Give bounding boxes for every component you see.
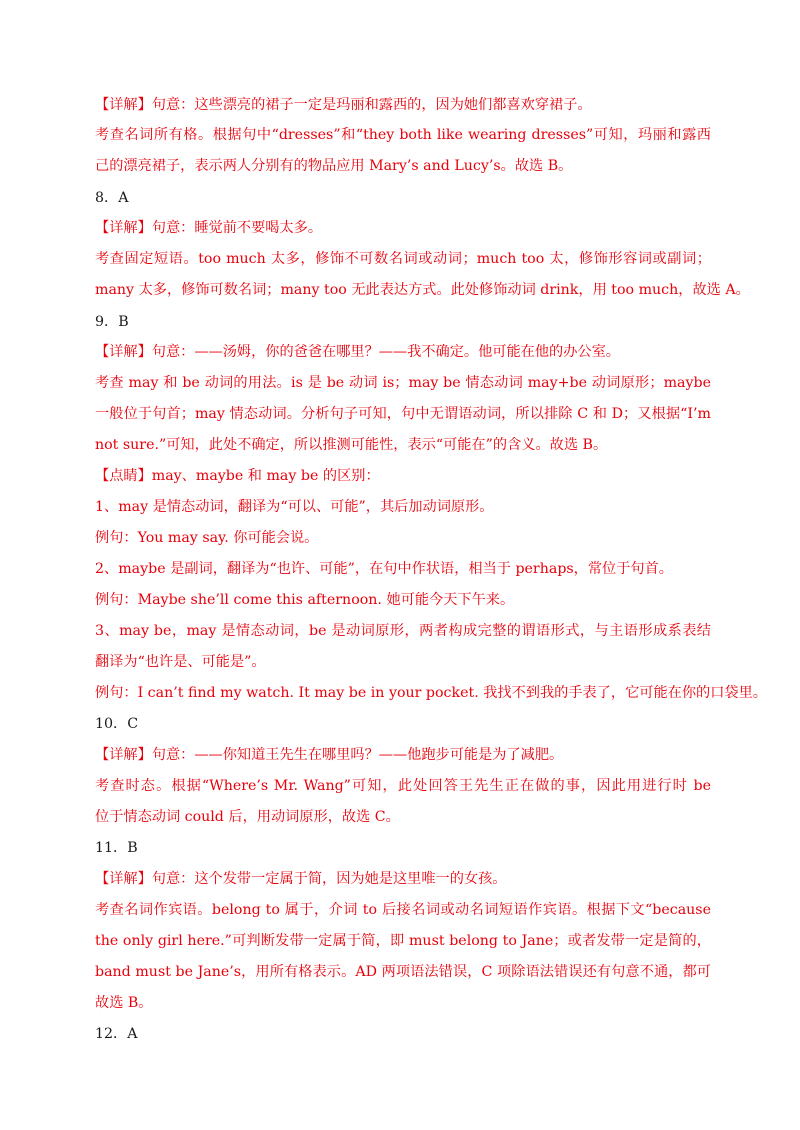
line-tip-3a: 3、may be，may 是情态动词，be 是动词原形，两者构成完整的谓语形式，与主语形成系表结 [95, 623, 711, 639]
line-tip-3b: 翻译为“也许是、可能是”。 [95, 654, 266, 670]
line-explain-9a: 考查 may 和 be 动词的用法。is 是 be 动词 is；may be 情态动词 may+be 动词原形；maybe [95, 375, 711, 391]
line-explain-11a: 考查名词作宾语。belong to 属于，介词 to 后接名词或动名词短语作宾语。根据下文“because [95, 902, 711, 918]
line-explain-11b: the only girl here.”可判断发带一定属于简，即 must belong to Jane；或者发带一定是简的， [95, 933, 711, 949]
line-explain-11c: band must be Jane’s，用所有格表示。AD 两项语法错误，C 项除语法错误还有句意不通，都可 [95, 964, 711, 980]
answer-8: 8．A [95, 190, 129, 206]
line-detail-8: 【详解】句意：睡觉前不要喝太多。 [95, 220, 323, 236]
line-example-1: 例句：You may say. 你可能会说。 [95, 530, 319, 546]
line-explain-7b: 己的漂亮裙子，表示两人分别有的物品应用 Mary’s and Lucy’s。故选 B。 [95, 158, 573, 174]
line-detail-7: 【详解】句意：这些漂亮的裙子一定是玛丽和露西的，因为她们都喜欢穿裙子。 [95, 97, 592, 113]
line-explain-9b: 一般位于句首；may 情态动词。分析句子可知，句中无谓语动词，所以排除 C 和 D；又根据“I’m [95, 406, 711, 422]
answer-11: 11．B [95, 840, 138, 856]
line-detail-9: 【详解】句意：——汤姆，你的爸爸在哪里？——我不确定。他可能在他的办公室。 [95, 344, 620, 360]
line-explain-10a: 考查时态。根据“Where’s Mr. Wang”可知，此处回答王先生正在做的事，因此用进行时 be [95, 778, 711, 794]
line-explain-8a: 考查固定短语。too much 太多，修饰不可数名词或动词；much too 太，修饰形容词或副词； [95, 251, 711, 267]
line-explain-9c: not sure.”可知，此处不确定，所以推测可能性，表示“可能在”的含义。故选 B。 [95, 437, 608, 453]
answer-10: 10．C [95, 716, 139, 732]
line-explain-10b: 位于情态动词 could 后，用动词原形，故选 C。 [95, 809, 400, 825]
answer-9: 9．B [95, 314, 129, 330]
line-tip-9: 【点睛】may、maybe 和 may be 的区别： [95, 468, 380, 484]
line-detail-10: 【详解】句意：——你知道王先生在哪里吗？——他跑步可能是为了减肥。 [95, 747, 564, 763]
line-example-3: 例句：I can’t find my watch. It may be in your pocket. 我找不到我的手表了，它可能在你的口袋里。 [95, 685, 767, 701]
line-detail-11: 【详解】句意：这个发带一定属于简，因为她是这里唯一的女孩。 [95, 871, 507, 887]
line-tip-2: 2、maybe 是副词，翻译为“也许、可能”，在句中作状语，相当于 perhaps，常位于句首。 [95, 561, 673, 577]
answer-12: 12．A [95, 1026, 138, 1042]
line-tip-1: 1、may 是情态动词，翻译为“可以、可能”，其后加动词原形。 [95, 499, 494, 515]
line-explain-11d: 故选 B。 [95, 995, 153, 1011]
line-example-2: 例句：Maybe she’ll come this afternoon. 她可能今天下午来。 [95, 592, 515, 608]
line-explain-7a: 考查名词所有格。根据句中“dresses”和“they both like wearing dresses”可知，玛丽和露西 [95, 127, 711, 143]
line-explain-8b: many 太多，修饰可数名词；many too 无此表达方式。此处修饰动词 drink，用 too much，故选 A。 [95, 282, 750, 298]
